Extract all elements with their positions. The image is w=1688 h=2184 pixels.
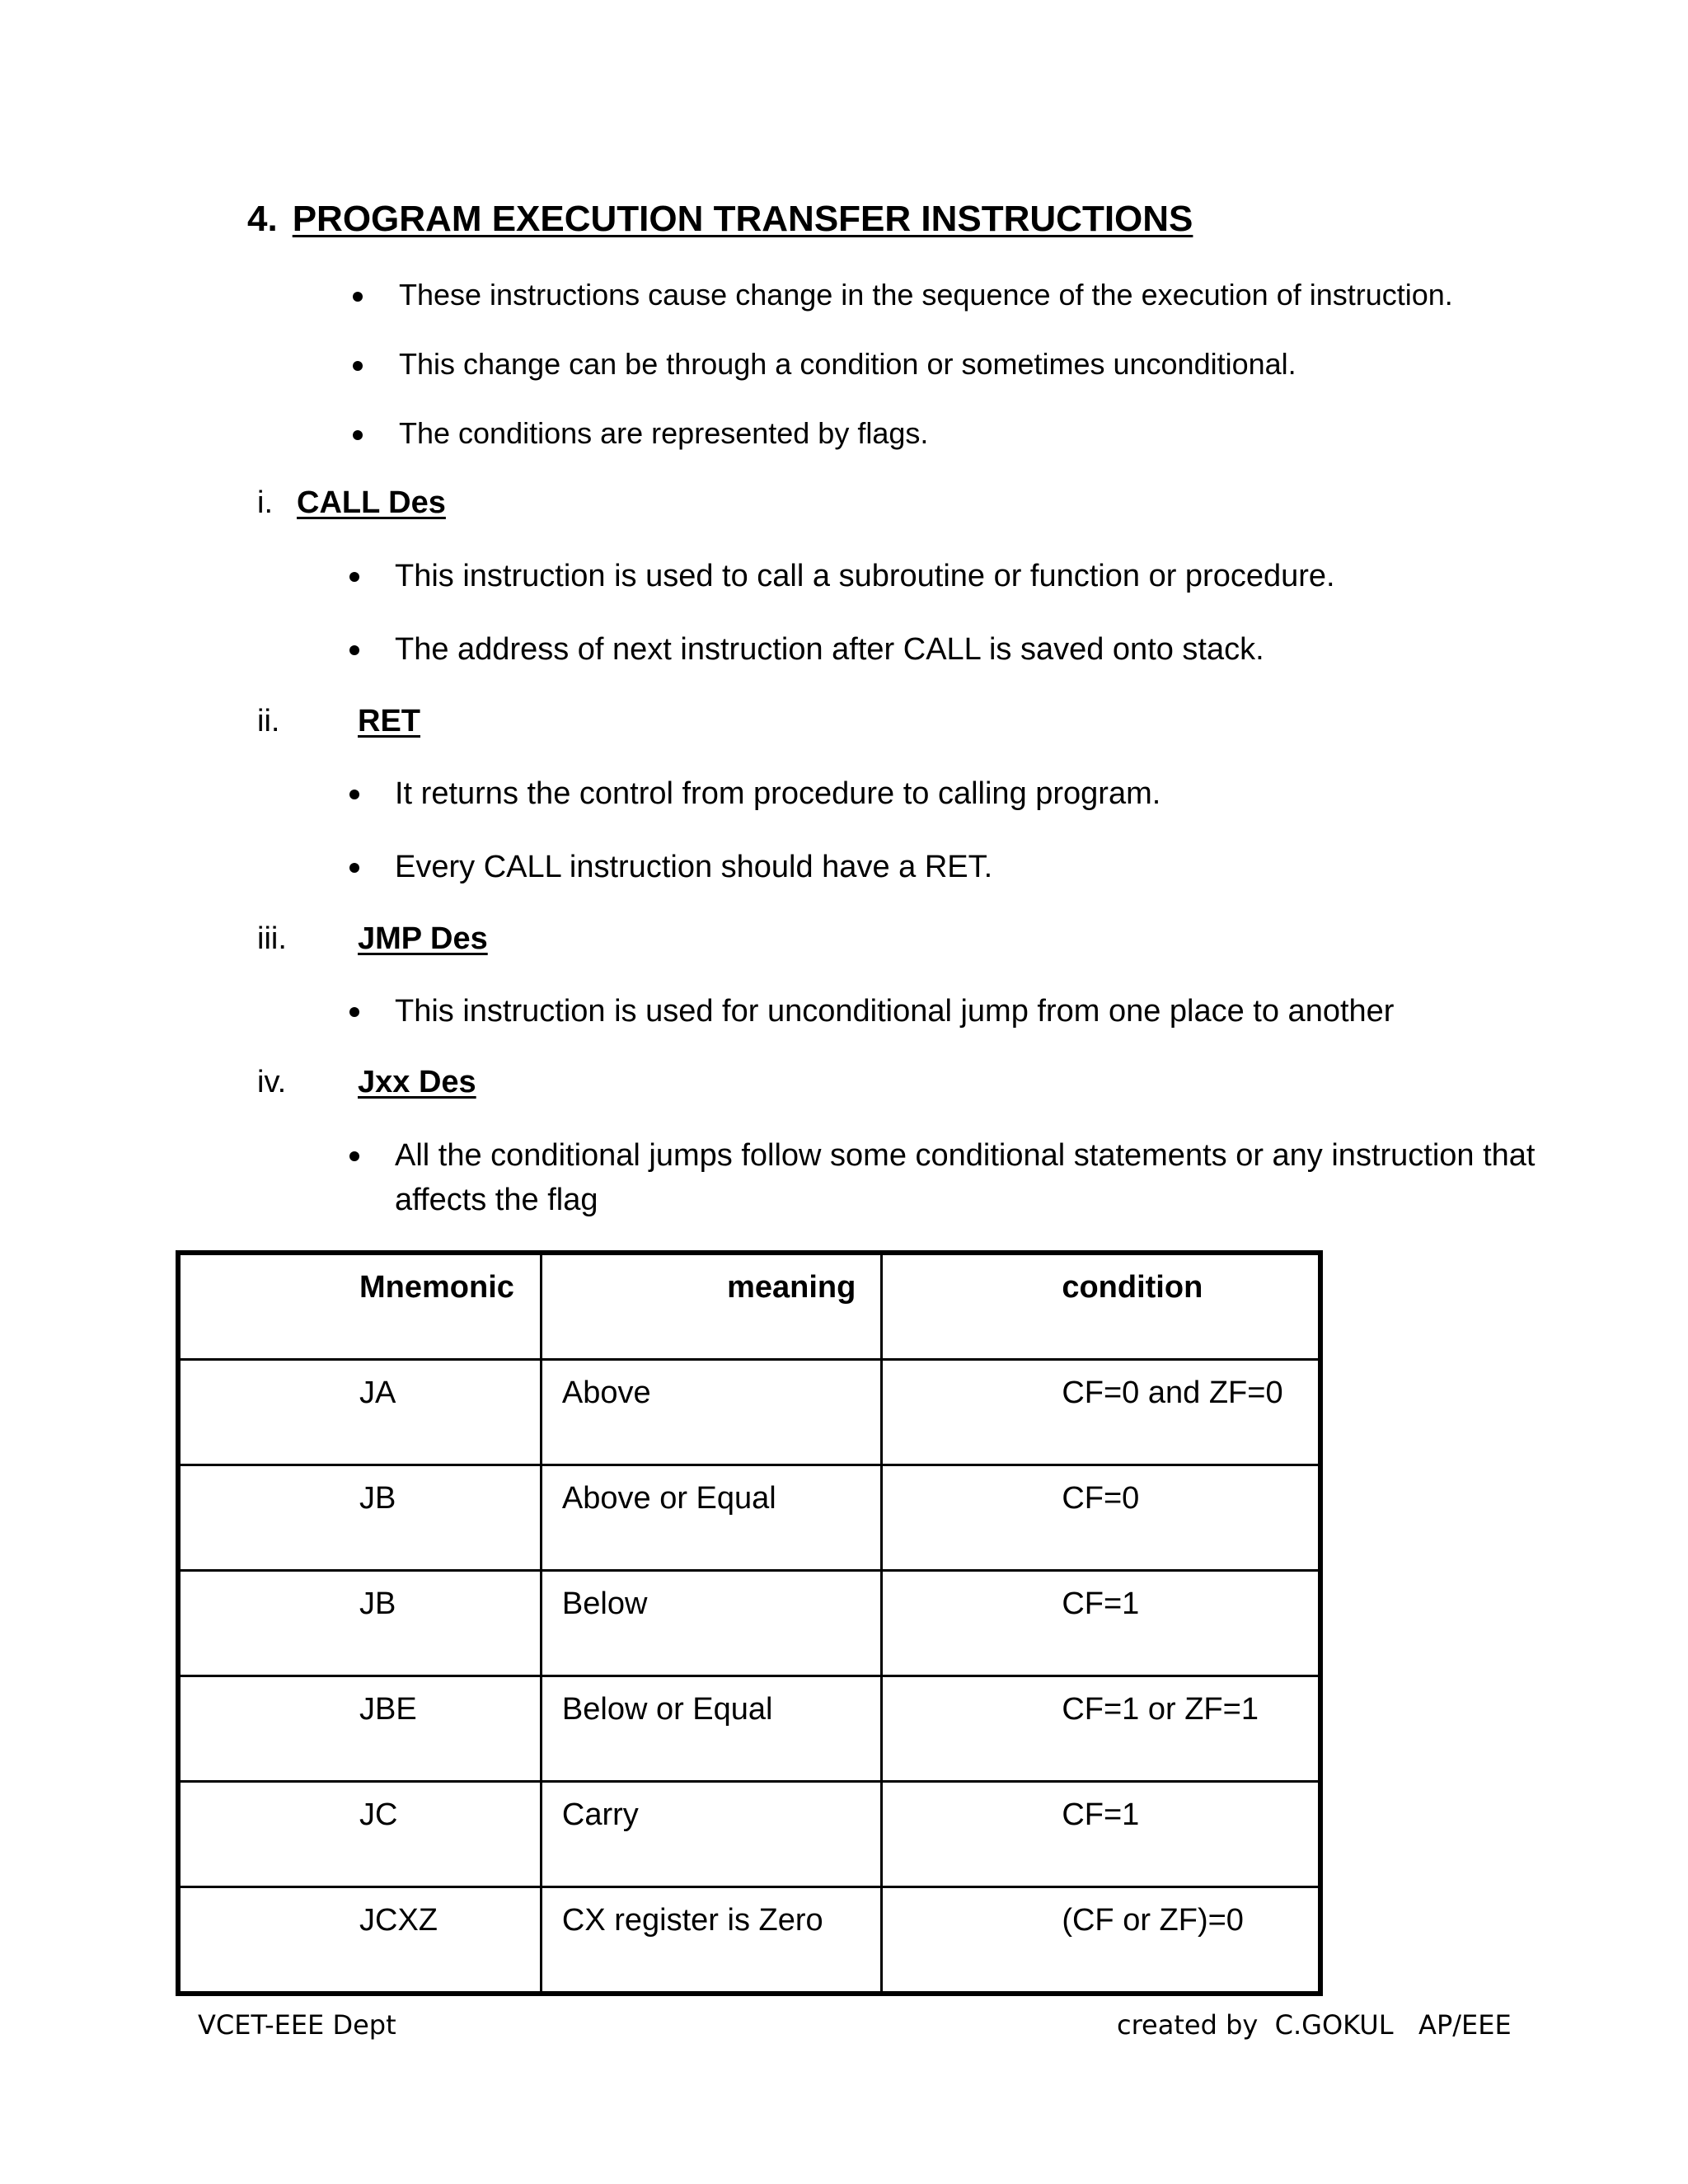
table-row	[178, 1887, 1320, 1994]
heading-title: PROGRAM EXECUTION TRANSFER INSTRUCTIONS	[292, 199, 1193, 239]
footer-department: VCET-EEE Dept	[198, 2009, 396, 2041]
column-header-meaning: meaning	[541, 1253, 881, 1360]
table-row	[178, 1571, 1320, 1676]
section-bullet: The address of next instruction after CALL is saved onto stack.	[395, 632, 1264, 667]
bullet-icon	[353, 361, 363, 371]
bullet-icon	[353, 292, 363, 302]
condition-cell: (CF or ZF)=0	[882, 1887, 1320, 1994]
column-header-condition: condition	[882, 1253, 1320, 1360]
section-bullet: This instruction is used for unconditional jump from one place to another	[395, 994, 1395, 1029]
footer-author: created by C.GOKUL AP/EEE	[1117, 2009, 1512, 2041]
meaning-cell: Above	[541, 1360, 881, 1465]
mnemonic-cell: JCXZ	[178, 1887, 541, 1994]
bullet-icon	[349, 1151, 359, 1161]
column-header-mnemonic: Mnemonic	[178, 1253, 541, 1360]
heading-number: 4.	[247, 199, 278, 239]
section-title-jxx: Jxx Des	[358, 1065, 476, 1099]
condition-cell: CF=1 or ZF=1	[882, 1676, 1320, 1782]
bullet-icon	[349, 790, 359, 799]
section-title-ret: RET	[358, 704, 420, 738]
intro-bullet: These instructions cause change in the sequence of the execution of instruction.	[399, 278, 1453, 312]
mnemonic-cell: JB	[178, 1571, 541, 1676]
bullet-icon	[349, 572, 359, 582]
section-numeral: iv.	[257, 1065, 287, 1099]
meaning-cell: Above or Equal	[541, 1465, 881, 1571]
mnemonic-cell: JC	[178, 1782, 541, 1887]
section-bullet: Every CALL instruction should have a RET.	[395, 850, 993, 884]
condition-cell: CF=1	[882, 1571, 1320, 1676]
section-numeral: iii.	[257, 921, 287, 956]
meaning-cell: CX register is Zero	[541, 1887, 881, 1994]
table-header-row	[178, 1253, 1320, 1360]
page-heading	[247, 196, 1193, 242]
meaning-cell: Below or Equal	[541, 1676, 881, 1782]
table-row	[178, 1465, 1320, 1571]
section-bullet: It returns the control from procedure to calling program.	[395, 776, 1161, 811]
section-bullet: All the conditional jumps follow some conditional statements or any instruction that affects the flag	[395, 1138, 1536, 1217]
bullet-icon	[349, 1007, 359, 1017]
conditional-jump-table	[176, 1250, 1323, 1996]
section-title-jmp: JMP Des	[358, 921, 488, 956]
intro-bullet: This change can be through a condition or sometimes unconditional.	[399, 347, 1296, 381]
meaning-cell: Carry	[541, 1782, 881, 1887]
section-bullet: This instruction is used to call a subroutine or function or procedure.	[395, 559, 1335, 593]
intro-bullet: The conditions are represented by flags.	[399, 416, 929, 450]
table-row	[178, 1360, 1320, 1465]
condition-cell: CF=0 and ZF=0	[882, 1360, 1320, 1465]
condition-cell: CF=0	[882, 1465, 1320, 1571]
condition-cell: CF=1	[882, 1782, 1320, 1887]
bullet-icon	[349, 645, 359, 655]
meaning-cell: Below	[541, 1571, 881, 1676]
section-title-call: CALL Des	[297, 485, 446, 520]
table-row	[178, 1676, 1320, 1782]
bullet-icon	[349, 863, 359, 873]
mnemonic-cell: JA	[178, 1360, 541, 1465]
bullet-icon	[353, 430, 363, 440]
section-numeral: ii.	[257, 704, 280, 738]
mnemonic-cell: JB	[178, 1465, 541, 1571]
mnemonic-cell: JBE	[178, 1676, 541, 1782]
section-numeral: i.	[257, 485, 273, 520]
table-row	[178, 1782, 1320, 1887]
